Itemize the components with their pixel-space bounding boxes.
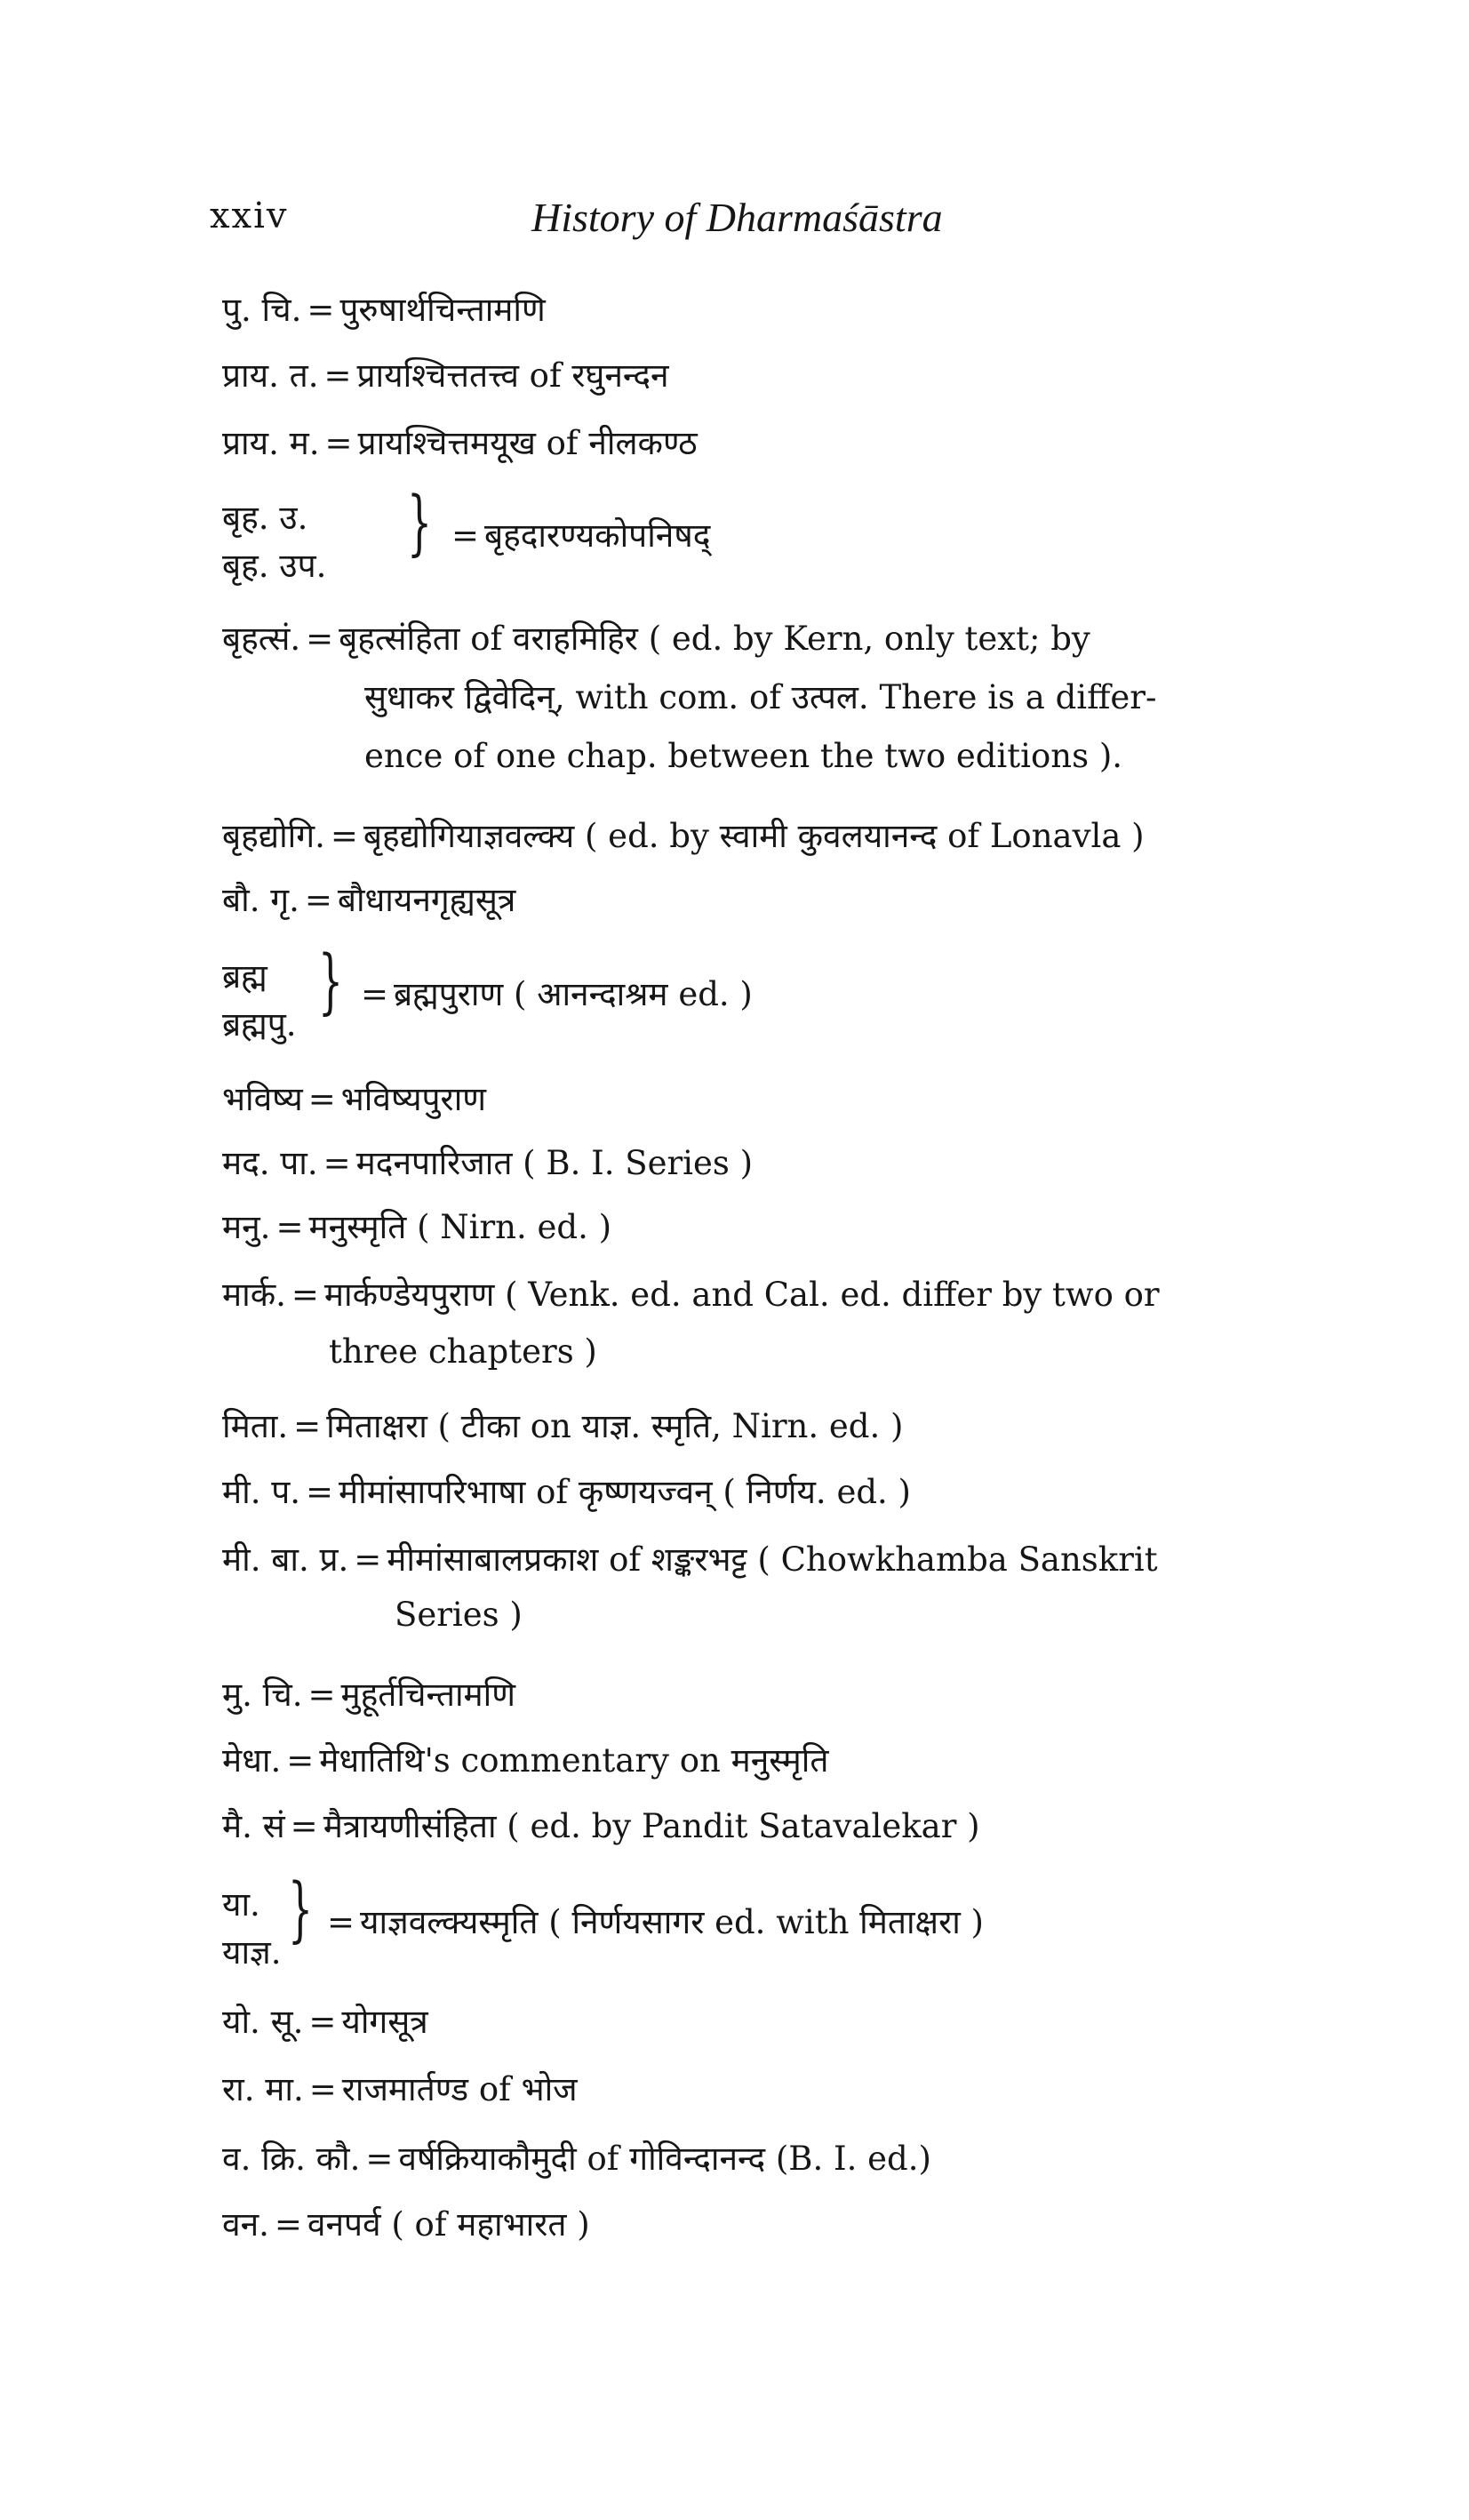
expansion: मीमांसापरिभाषा of कृष्णयज्वन् ( निर्णय. ed. ) <box>339 1473 911 1511</box>
abbreviation: प्राय. त. <box>222 356 319 395</box>
equals-sign: = <box>307 291 335 329</box>
abbreviation: बृहत्सं. <box>222 620 301 658</box>
abbreviation: रा. मा. <box>222 2070 304 2108</box>
expansion: मिताक्षरा ( टीका on याज्ञ. स्मृति, Nirn. ed. ) <box>326 1407 904 1445</box>
equals-sign: = <box>324 424 353 462</box>
expansion: ब्रह्मपुराण ( आनन्दाश्रम ed. ) <box>394 975 753 1013</box>
brace-symbol: } <box>318 940 343 1022</box>
expansion-line: मार्कण्डेयपुराण ( Venk. ed. and Cal. ed. differ by two or <box>323 1276 1160 1314</box>
expansion: मेधातिथि's commentary on मनुस्मृति <box>319 1741 829 1780</box>
abbreviation: मी. बा. प्र. <box>222 1540 349 1579</box>
equals-sign: = <box>274 2205 302 2244</box>
expansion: बृहद्योगियाज्ञवल्क्य ( ed. by स्वामी कुवलयानन्द of Lonavla ) <box>363 817 1145 855</box>
equals-sign: = <box>308 2070 337 2108</box>
abbreviation-entry-grouped <box>222 940 1315 1044</box>
equals-sign: = <box>327 1903 355 1941</box>
running-title: History of Dharmaśāstra <box>531 195 943 240</box>
abbreviation-entry-grouped <box>222 481 1315 585</box>
abbreviation: ब्रह्म <box>222 957 267 996</box>
equals-sign: = <box>323 356 352 395</box>
abbreviation: मेधा. <box>222 1741 282 1780</box>
expansion: राजमार्तण्ड of भोज <box>341 2070 578 2108</box>
equals-sign: = <box>293 1407 322 1445</box>
abbreviation: व. क्रि. कौ. <box>222 2140 361 2178</box>
equals-sign: = <box>275 1208 304 1246</box>
equals-sign: = <box>286 1741 315 1780</box>
brace-symbol: } <box>288 1868 313 1950</box>
abbreviation: यो. सू. <box>222 2003 304 2041</box>
equals-sign: = <box>361 975 389 1013</box>
expansion-line: मीमांसाबालप्रकाश of शङ्करभट्ट ( Chowkhamba Sanskrit <box>387 1540 1158 1579</box>
expansion: योगसूत्र <box>341 2003 428 2041</box>
page-number: xxiv <box>210 196 289 236</box>
expansion-line: Series ) <box>395 1596 523 1634</box>
abbreviation: मनु. <box>222 1208 271 1246</box>
expansion: मैत्रायणीसंहिता ( ed. by Pandit Satavalekar ) <box>323 1807 980 1845</box>
expansion-line: ence of one chap. between the two editions ). <box>364 737 1123 775</box>
running-head <box>210 190 1297 252</box>
equals-sign: = <box>306 1473 334 1511</box>
abbreviation: मी. प. <box>222 1473 301 1511</box>
expansion: बौधायनगृह्यसूत्र <box>337 881 516 919</box>
abbreviation: मार्क. <box>222 1276 286 1314</box>
expansion: मदनपारिजात ( B. I. Series ) <box>355 1144 754 1182</box>
abbreviation: बृह. उप. <box>222 546 327 585</box>
equals-sign: = <box>304 881 332 919</box>
abbreviation: बृह. उ. <box>222 499 308 537</box>
abbreviation: मु. चि. <box>222 1676 303 1714</box>
abbreviation: पु. चि. <box>222 291 302 329</box>
abbreviation: मिता. <box>222 1407 289 1445</box>
expansion: प्रायश्चित्तमयूख of नीलकण्ठ <box>357 424 698 462</box>
equals-sign: = <box>291 1276 319 1314</box>
equals-sign: = <box>306 620 334 658</box>
equals-sign: = <box>354 1540 382 1579</box>
equals-sign: = <box>307 1080 336 1118</box>
abbreviation: बृहद्योगि. <box>222 817 325 855</box>
expansion: भविष्यपुराण <box>340 1080 487 1118</box>
equals-sign: = <box>451 516 480 555</box>
expansion: याज्ञवल्क्यस्मृति ( निर्णयसागर ed. with मिताक्षरा ) <box>360 1903 984 1941</box>
abbreviation: बौ. गृ. <box>222 881 299 919</box>
equals-sign: = <box>330 817 358 855</box>
abbreviation: प्राय. म. <box>222 424 320 462</box>
expansion: वर्षक्रियाकौमुदी of गोविन्दानन्द (B. I. ed.) <box>398 2140 931 2178</box>
equals-sign: = <box>365 2140 394 2178</box>
expansion: प्रायश्चित्ततत्त्व of रघुनन्दन <box>356 356 669 395</box>
equals-sign: = <box>323 1144 351 1182</box>
abbreviation: वन. <box>222 2205 269 2244</box>
expansion: मनुस्मृति ( Nirn. ed. ) <box>308 1208 612 1246</box>
abbreviation: मै. सं <box>222 1807 285 1845</box>
expansion-line: बृहत्संहिता of वराहमिहिर ( ed. by Kern, only text; by <box>339 620 1090 658</box>
expansion: बृहदारण्यकोपनिषद् <box>484 516 711 555</box>
abbreviation: मद. पा. <box>222 1144 318 1182</box>
expansion: वनपर्व ( of महाभारत ) <box>307 2205 590 2244</box>
expansion-line: सुधाकर द्विवेदिन्, with com. of उत्पल. There is a differ- <box>364 678 1157 716</box>
abbreviation-entry-grouped <box>222 1868 1315 1972</box>
abbreviation: याज्ञ. <box>222 1932 282 1972</box>
equals-sign: = <box>308 2003 337 2041</box>
expansion: मुहूर्तचिन्तामणि <box>340 1676 515 1714</box>
expansion: पुरुषार्थचिन्तामणि <box>339 291 546 329</box>
abbreviation: या. <box>222 1885 260 1924</box>
expansion-line: three chapters ) <box>329 1332 597 1371</box>
equals-sign: = <box>290 1807 318 1845</box>
abbreviation: भविष्य <box>222 1080 303 1118</box>
equals-sign: = <box>307 1676 336 1714</box>
brace-symbol: } <box>407 481 432 564</box>
abbreviation: ब्रह्मपु. <box>222 1004 297 1044</box>
